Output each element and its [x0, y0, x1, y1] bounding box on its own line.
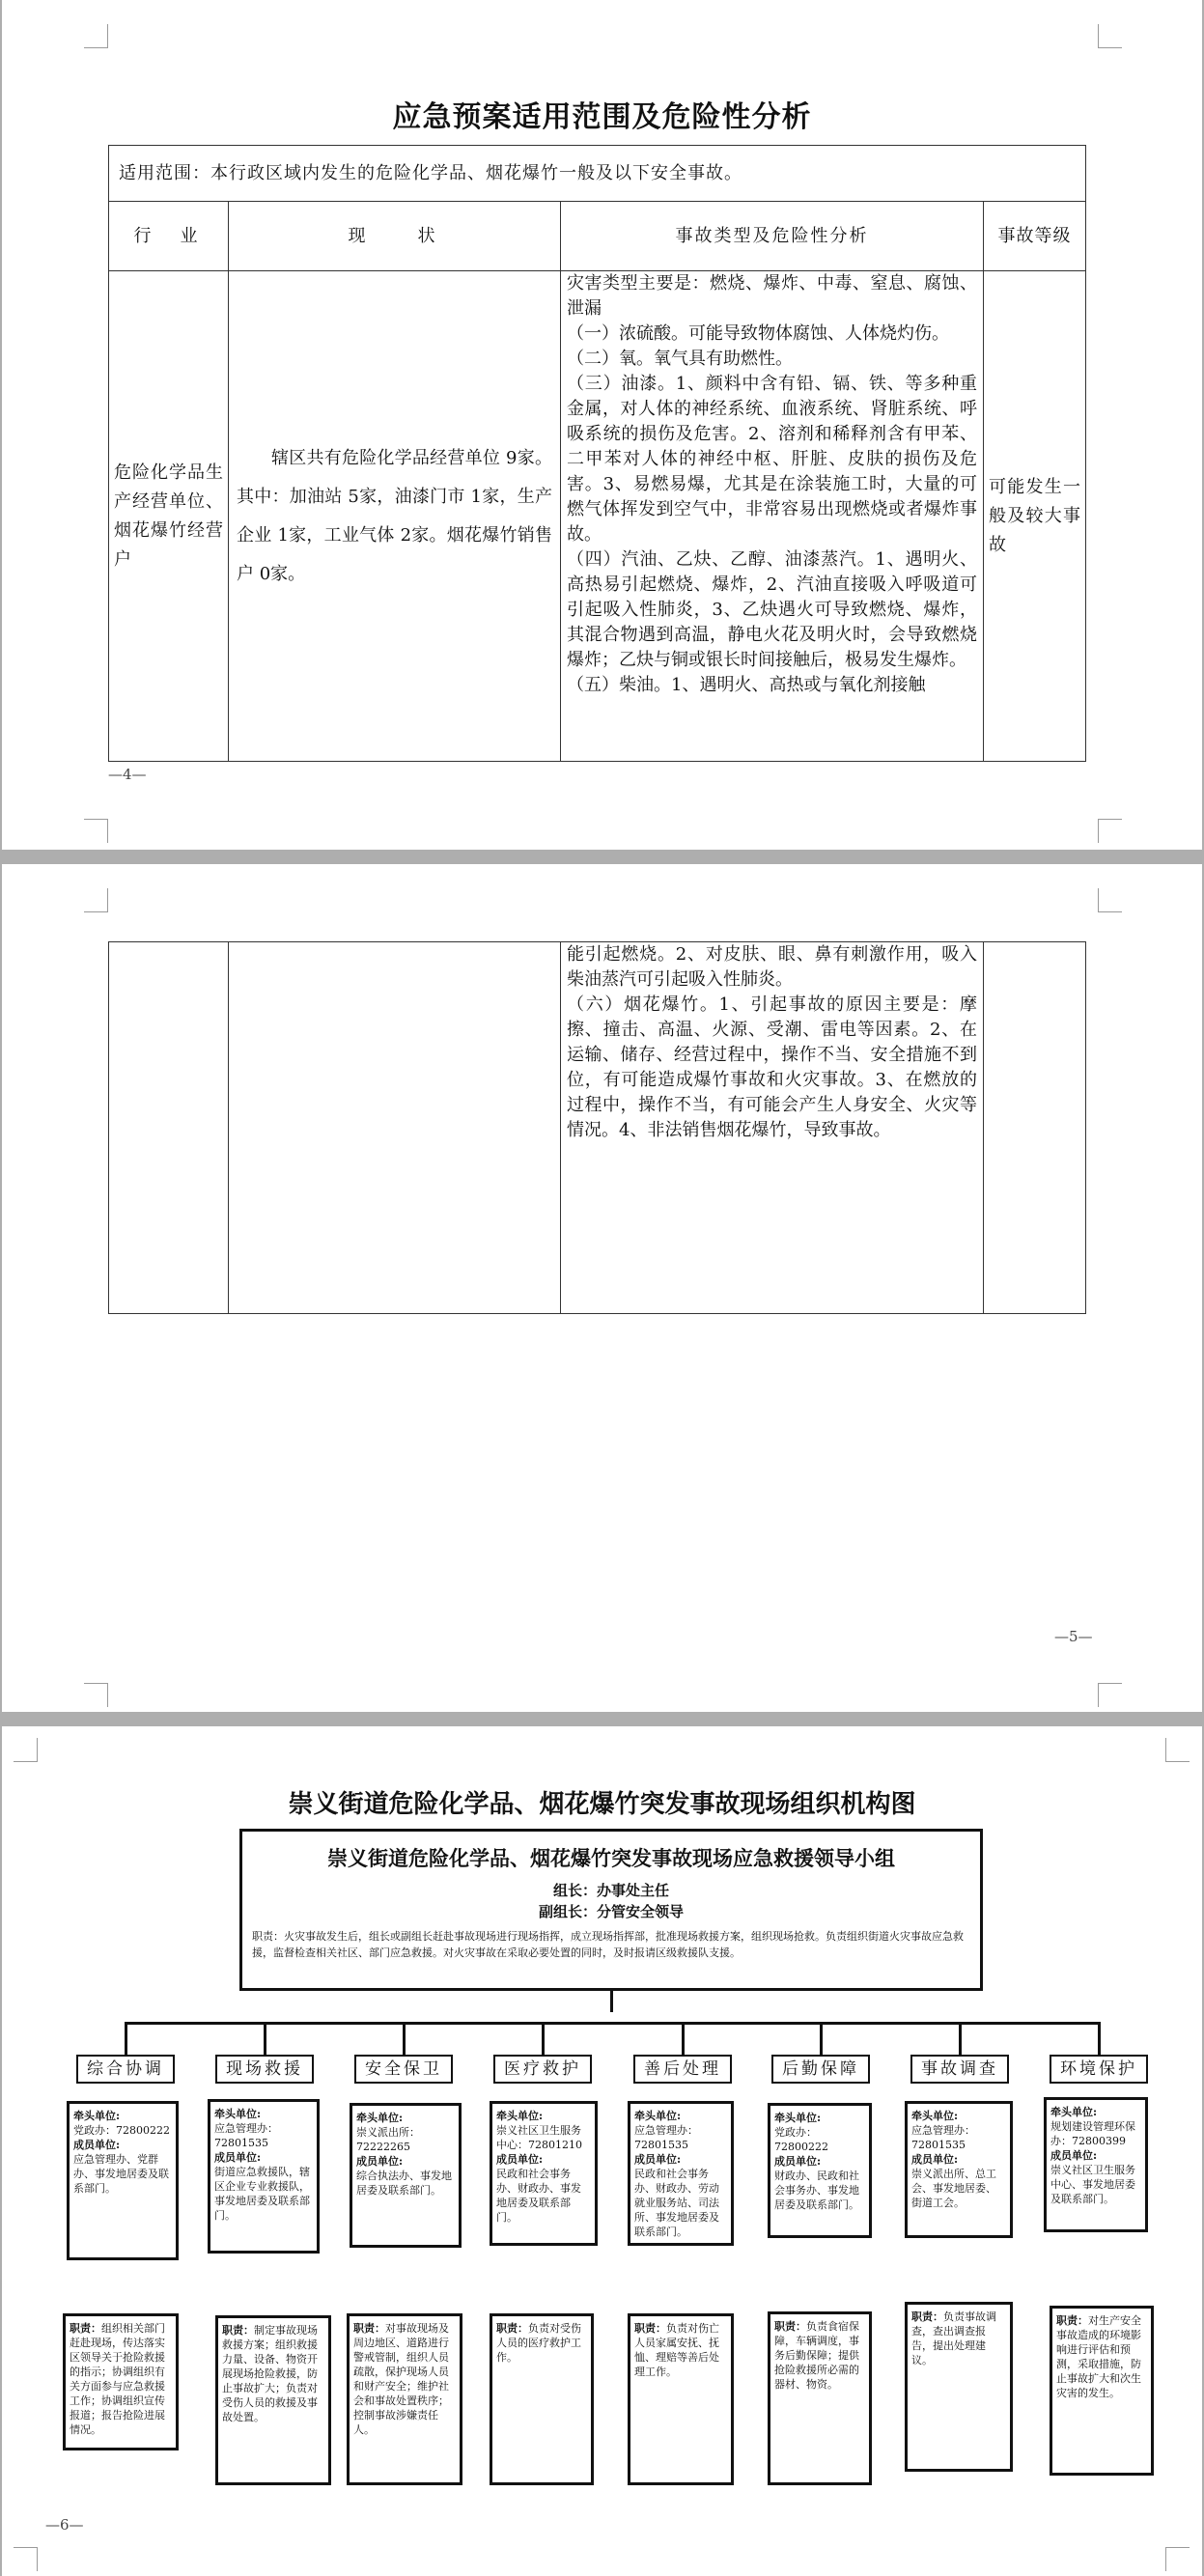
scope-cell: 适用范围：本行政区域内发生的危险化学品、烟花爆竹一般及以下安全事故。 [109, 146, 1086, 202]
duty-text: 负责食宿保障，车辆调度，事务后勤保障；提供抢险救援所必需的器材、物资。 [774, 2320, 859, 2391]
lead-unit: 党政办：72800222 [774, 2126, 828, 2153]
duty-box-coordination [63, 2313, 179, 2450]
unit-box-rescue [208, 2099, 320, 2254]
duty-label: 职责： [911, 2310, 943, 2323]
duty-box-medical [490, 2313, 594, 2485]
team-rescue: 现场救援 [215, 2055, 314, 2084]
crop-mark [1098, 1683, 1122, 1707]
header-analysis: 事故类型及危险性分析 [561, 202, 984, 271]
member-unit-label: 成员单位: [496, 2153, 544, 2166]
duty-label: 职责： [634, 2322, 666, 2335]
duty-text: 负责事故调查，查出调查报告，提出处理建议。 [911, 2310, 996, 2366]
member-units: 财政办、民政和社会事务办、事发地居委及联系部门。 [774, 2170, 859, 2211]
analysis-para: （二）氧。氧气具有助燃性。 [567, 349, 793, 369]
unit-box-logistics [768, 2103, 872, 2238]
group-leader: 组长：办事处主任 [552, 1882, 669, 1899]
team-security: 安全保卫 [354, 2055, 453, 2084]
duty-box-logistics [768, 2311, 872, 2485]
analysis-para: 能引起燃烧。2、对皮肤、眼、鼻有刺激作用，吸入柴油蒸汽可引起吸入性肺炎。 [567, 944, 977, 990]
analysis-para: （一）浓硫酸。可能导致物体腐蚀、人体烧灼伤。 [567, 323, 949, 344]
level-cell: 可能发生一般及较大事故 [984, 271, 1086, 762]
header-industry: 行 业 [109, 202, 229, 271]
crop-mark [1098, 819, 1122, 843]
leadership-duty: 职责：火灾事故发生后，组长或副组长赶赴事故现场进行现场指挥，成立现场指挥部，批准现场救援方案，组织现场抢救。负责组织街道火灾事故应急救援，监督检查相关社区、部门应急救援。对火灾事故在采取必要处置的同时，及时报请区级救援队支援。 [252, 1930, 964, 1959]
team-environment: 环境保护 [1050, 2055, 1148, 2084]
page-5 [2, 864, 1202, 1712]
analysis-cell [561, 271, 984, 762]
member-units: 民政和社会事务办、财政办、劳动就业服务站、司法所、事发地居委及联系部门。 [634, 2168, 719, 2238]
connector-line [403, 2022, 406, 2055]
level-cell [984, 942, 1086, 1314]
unit-box-environment [1044, 2097, 1148, 2232]
crop-mark [84, 819, 108, 843]
duty-box-aftermath [628, 2313, 734, 2485]
duty-label: 职责： [1056, 2314, 1088, 2327]
connector-line [542, 2022, 545, 2055]
status-cell [229, 942, 561, 1314]
crop-mark [14, 2547, 38, 2571]
crop-mark [84, 24, 108, 48]
member-units: 应急管理办、党群办、事发地居委及联系部门。 [73, 2153, 169, 2195]
lead-unit: 应急管理办：72801535 [634, 2124, 698, 2151]
duty-label: 职责： [774, 2320, 806, 2333]
duty-text: 负责对伤亡人员家属安抚、抚恤、理赔等善后处理工作。 [634, 2322, 719, 2378]
lead-unit-label: 牵头单位: [1050, 2106, 1098, 2118]
member-units: 崇义社区卫生服务中心、事发地居委及联系部门。 [1050, 2164, 1135, 2205]
status-cell: 辖区共有危险化学品经营单位 9家。其中：加油站 5家，油漆门市 1家，生产企业 1家，工业气体 2家。烟花爆竹销售户 0家。 [229, 271, 561, 762]
analysis-para: （四）汽油、乙炔、乙醇、油漆蒸汽。1、遇明火、高热易引起燃烧、爆炸，2、汽油直接吸入呼吸道可引起吸入性肺炎，3、乙炔遇火可导致燃烧、爆炸，其混合物遇到高温，静电火花及明火时，会导致燃烧爆炸；乙炔与铜或银长时间接触后，极易发生爆炸。 [567, 549, 977, 670]
crop-mark [1098, 888, 1122, 912]
connector-line [682, 2022, 685, 2055]
analysis-para: （五）柴油。1、遇明火、高热或与氧化剂接触 [567, 675, 926, 695]
industry-cell [109, 942, 229, 1314]
lead-unit-label: 牵头单位: [214, 2108, 262, 2120]
page-number: —4— [108, 766, 147, 783]
duty-box-investigation [905, 2302, 1013, 2472]
page-4 [2, 0, 1202, 850]
crop-mark [1165, 1738, 1190, 1762]
connector-line [820, 2022, 823, 2055]
lead-unit-label: 牵头单位: [634, 2110, 682, 2122]
page-title: 应急预案适用范围及危险性分析 [392, 100, 812, 134]
team-medical: 医疗救护 [493, 2055, 592, 2084]
risk-analysis-table [108, 145, 1086, 762]
crop-mark [84, 1683, 108, 1707]
connector-line [959, 2022, 962, 2055]
duty-box-security [347, 2313, 462, 2485]
page-number: —6— [45, 2516, 84, 2534]
duty-label: 职责： [496, 2322, 528, 2335]
risk-analysis-table-continued [108, 941, 1086, 1314]
connector-line [125, 2022, 127, 2055]
crop-mark [84, 888, 108, 912]
connector-line [125, 2022, 1101, 2025]
unit-box-security [350, 2103, 462, 2248]
lead-unit-label: 牵头单位: [356, 2112, 404, 2124]
lead-unit-label: 牵头单位: [496, 2110, 544, 2122]
member-unit-label: 成员单位: [634, 2153, 682, 2166]
duty-text: 对事故现场及周边地区、道路进行警戒管制，组织人员疏散，保护现场人员和财产安全；维护社会和事故处置秩序；控制事故涉嫌责任人。 [353, 2322, 449, 2436]
duty-text: 制定事故现场救援方案；组织救援力量、设备、物资开展现场抢险救援，防止事故扩大；负责对受伤人员的救援及事故处置。 [222, 2324, 318, 2423]
unit-box-investigation [905, 2101, 1013, 2238]
duty-box-rescue [215, 2315, 331, 2485]
member-units: 民政和社会事务办、财政办、事发地居委及联系部门。 [496, 2168, 581, 2224]
member-unit-label: 成员单位: [73, 2139, 121, 2151]
duty-box-environment [1050, 2306, 1154, 2476]
unit-box-aftermath [628, 2101, 734, 2246]
lead-unit: 崇义派出所：72222265 [356, 2126, 420, 2153]
analysis-para: 灾害类型主要是：燃烧、爆炸、中毒、窒息、腐蚀、泄漏 [567, 273, 977, 319]
team-coordination: 综合协调 [76, 2055, 175, 2084]
member-units: 综合执法办、事发地居委及联系部门。 [356, 2170, 452, 2197]
org-chart-title: 崇义街道危险化学品、烟花爆竹突发事故现场组织机构图 [288, 1790, 916, 1819]
connector-line [1098, 2022, 1101, 2055]
duty-text: 组织相关部门赶赴现场，传达落实区领导关于抢险救援的指示；协调组织有关方面参与应急救援工作；协调组织宣传报道；报告抢险进展情况。 [70, 2322, 165, 2436]
group-deputy: 副组长：分管安全领导 [538, 1903, 684, 1920]
lead-unit-label: 牵头单位: [73, 2110, 121, 2122]
lead-unit: 党政办：72800222 [73, 2124, 170, 2137]
page-number: —5— [1054, 1628, 1093, 1645]
header-level: 事故等级 [984, 202, 1086, 271]
team-logistics: 后勤保障 [771, 2055, 870, 2084]
analysis-para: （三）油漆。1、颜料中含有铅、镉、铁、等多种重金属，对人体的神经系统、血液系统、肾脏系统、呼吸系统的损伤及危害。2、溶剂和稀释剂含有甲苯、二甲苯对人体的神经中枢、肝脏、皮肤的损伤及危害。3、易燃易爆，尤其是在涂装施工时，大量的可燃气体挥发到空气中，非常容易出现燃烧或者爆炸事故。 [567, 374, 977, 545]
team-aftermath: 善后处理 [633, 2055, 732, 2084]
lead-unit: 规划建设管理环保办：72800399 [1050, 2120, 1135, 2147]
lead-unit-label: 牵头单位: [774, 2112, 822, 2124]
member-unit-label: 成员单位: [774, 2155, 822, 2168]
page-6 [2, 1726, 1202, 2576]
duty-label: 职责： [70, 2322, 101, 2335]
duty-label: 职责： [222, 2324, 254, 2337]
unit-box-medical [490, 2101, 598, 2246]
duty-text: 负责对受伤人员的医疗救护工作。 [496, 2322, 581, 2364]
connector-line [264, 2022, 266, 2055]
leadership-group-title: 崇义街道危险化学品、烟花爆竹突发事故现场应急救援领导小组 [327, 1846, 895, 1870]
member-unit-label: 成员单位: [356, 2155, 404, 2168]
member-units: 街道应急救援队，辖区企业专业救援队，事发地居委及联系部门。 [214, 2166, 310, 2222]
duty-label: 职责： [353, 2322, 385, 2335]
crop-mark [1098, 24, 1122, 48]
leadership-group-box [239, 1829, 983, 1991]
lead-unit-label: 牵头单位: [911, 2110, 959, 2122]
duty-text: 对生产安全事故造成的环境影响进行评估和预测，采取措施，防止事故扩大和次生灾害的发生。 [1056, 2314, 1141, 2399]
member-unit-label: 成员单位: [214, 2151, 262, 2164]
member-unit-label: 成员单位: [1050, 2149, 1098, 2162]
team-investigation: 事故调查 [910, 2055, 1009, 2084]
member-unit-label: 成员单位: [911, 2153, 959, 2166]
industry-cell: 危险化学品生产经营单位、烟花爆竹经营户 [109, 271, 229, 762]
member-units: 崇义派出所、总工会、事发地居委、街道工会。 [911, 2168, 996, 2209]
lead-unit: 应急管理办：72801535 [911, 2124, 975, 2151]
crop-mark [1165, 2547, 1190, 2571]
analysis-cell [561, 942, 984, 1314]
header-status: 现 状 [229, 202, 561, 271]
connector-line [610, 1991, 613, 2012]
lead-unit: 崇义社区卫生服务中心：72801210 [496, 2124, 582, 2151]
analysis-para: （六）烟花爆竹。1、引起事故的原因主要是：摩擦、撞击、高温、火源、受潮、雷电等因素。2、在运输、储存、经营过程中，操作不当、安全措施不到位，有可能造成爆竹事故和火灾事故。3、在燃放的过程中，操作不当，有可能会产生人身安全、火灾等情况。4、非法销售烟花爆竹，导致事故。 [567, 994, 977, 1140]
lead-unit: 应急管理办：72801535 [214, 2122, 278, 2149]
unit-box-coordination [67, 2101, 179, 2260]
crop-mark [14, 1738, 38, 1762]
